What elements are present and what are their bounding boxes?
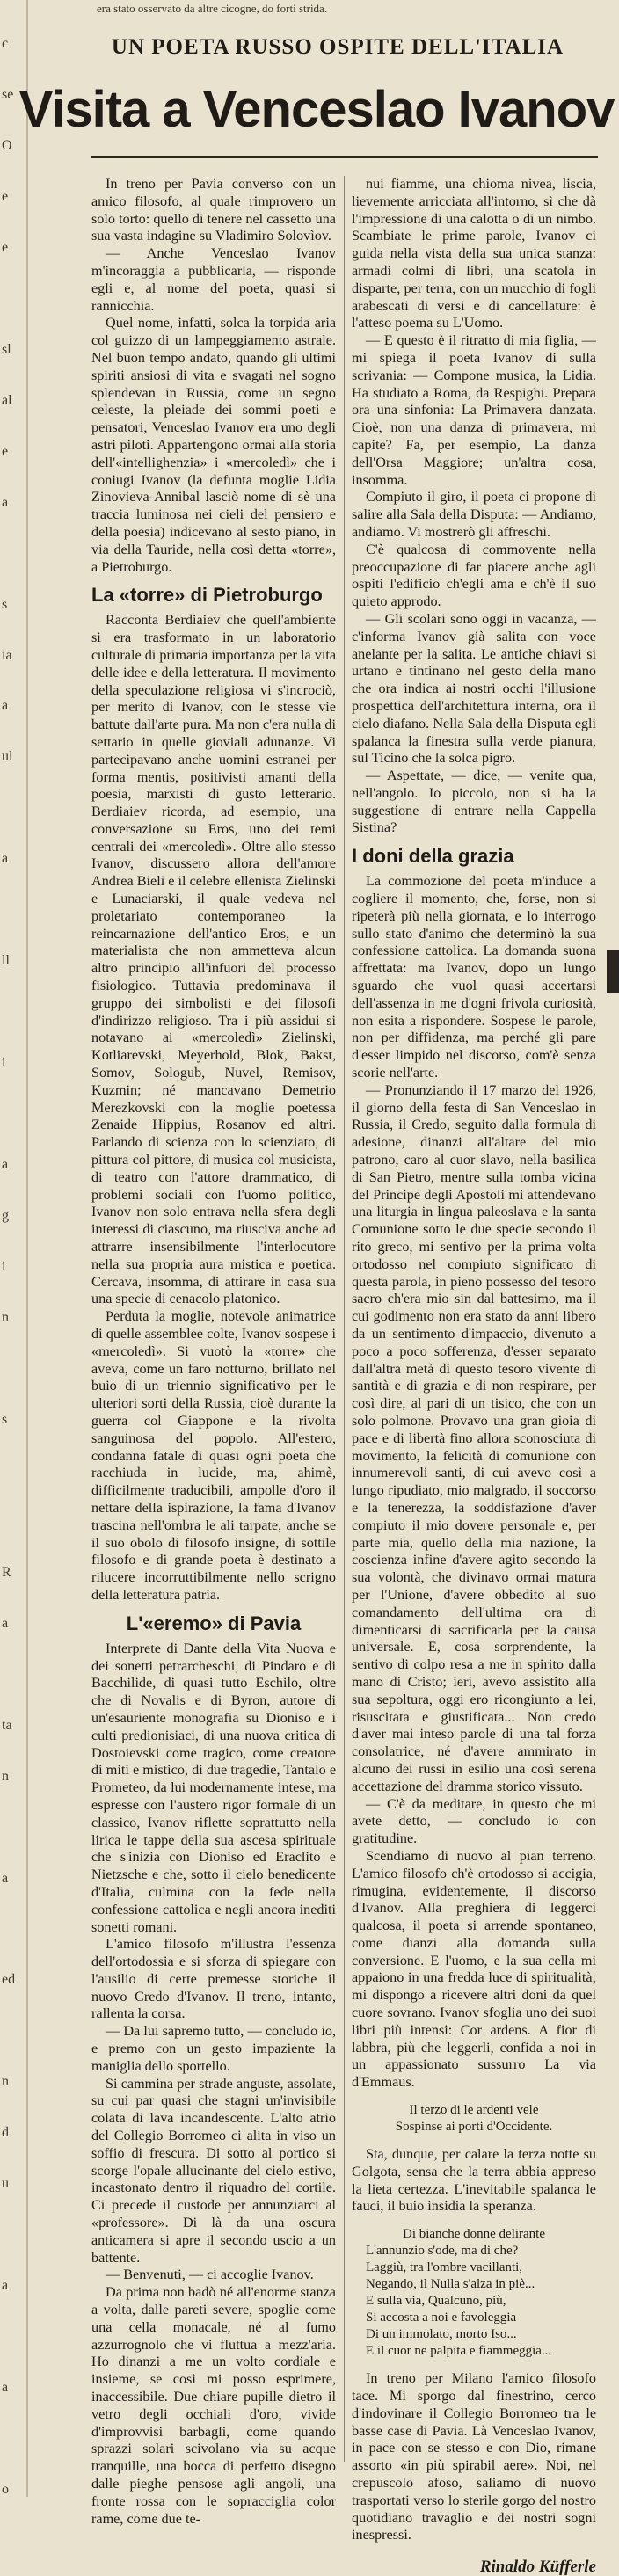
paragraph: — Da lui sapremo tutto, — concludo io, e premo con un gesto impaziente la maniglia dello sportello.: [91, 2023, 336, 2074]
fragment-letters: a: [2, 2278, 9, 2293]
paragraph: Sta, dunque, per calare la terza notte su Golgota, sensa che la terra abbia appreso la lieta certezza. L'inevitabile spalanca le fauci, il buio insidia la speranza.: [352, 2146, 596, 2215]
fragment-letters: n: [2, 2074, 9, 2089]
section-heading-grazia: I doni della grazia: [352, 845, 514, 868]
poem-line: Negando, il Nulla s'alza in piè...: [366, 2277, 535, 2292]
fragment-letters: a: [2, 698, 9, 713]
fragment-letters: d: [2, 2125, 9, 2140]
fragment-letters: g: [2, 1208, 9, 1223]
fragment-letters: ed: [2, 1972, 16, 1987]
fragment-letters: e: [2, 189, 9, 204]
paragraph: L'amico filosofo m'illustra l'essenza dell'ortodossia e si sforza di spiegare con l'ausilio di certe premesse storiche il nuovo Credo d'Ivanov. Il treno, intanto, rallenta la corsa.: [91, 1936, 336, 2022]
paragraph: — Pronunziando il 17 marzo del 1926, il giorno della festa di San Venceslao in Russia, il Credo, seguito dalla formula di adesione, dinanzi all'altare del mio patrono, caro al cuor slavo, nella basilica di San Pietro, mentre sulla tomba vicina del Principe degli Apostoli mi attendevano una liturgia in lingua paleoslava e la santa Comunione sotto le due specie secondo il rito greco, mi sentivo per la prima volta ortodosso nel compiuto significato di questa parola, in pieno possesso del tesoro sacro ch'era mio sin dal battesimo, ma il cui godimento non era stato da anni libero da un sentimento d'impaccio, divenuto a poco a poco sofferenza, d'esser separato dall'altra metà di questo tesoro vivente di santità e di grazia e di non respirare, per così dire, al pari di un tisico, che con un solo polmone. Provavo una gran gioia di pace e di libertà fino allora sconosciuta di movimento, la felicità di comunione con innumerevoli santi, di cui avevo così a lungo ripudiato, mio malgrado, il soccorso e la tenerezza, la soddisfazione d'aver compiuto il mio dovere personale e, per parte mia, quello della mia nazione, la coscienza infine d'avere agito secondo la sua volontà, che divinavo ormai matura per l'Unione, d'avere obbedito al suo comandamento dell'ultima ora di dimenticarsi di sacrificarla per la causa universale. E, cosa sorprendente, la sentivo di colpo resa a me in spirito dalla mano di Cristo; ieri, avevo assistito alla sua sepoltura, oggi ero ricongiunto a lei, risuscitata e giustificata... Non credo d'aver mai inteso parole di una tal forza consolatrice, né d'avere ammirato in alcuno dei russi in esilio una così serena accettazione del dramma storico vissuto.: [352, 1081, 596, 1794]
poem-line: Il terzo di le ardenti vele: [409, 2103, 539, 2118]
column-rule: [344, 176, 345, 2462]
fragment-letters: ia: [2, 648, 12, 663]
paragraph: Racconta Berdiaiev che quell'ambiente si era trasformato in un laboratorio culturale di primaria importanza per la vita delle idee e della letteratura. Il movimento della speculazione religiosa vi s'incrociò, per merito di Ivanov, con le stesse vie battute dall'arte pura. Ma non c'era nulla di settario in quelle gioviali adunanze. Vi partecipavano anche uomini estranei per forma mentis, positivisti amanti della poesia, marxisti di gusto letterario. Berdiaiev ricorda, ad esempio, una conversazione su Eros, uno dei temi centrali dei «mercoledì». Oltre allo stesso Ivanov, discussero allora dell'amore Andrea Bieli e il celebre ellenista Zielinski e Lunaciarski, il quale vedeva nel proletariato contemporaneo la reincarnazione dell'antico Eros, e un materialista che non ammetteva alcun altro principio all'infuori del processo fisiologico. Tuttavia predominava il gruppo dei simbolisti e dei filosofi d'indirizzo religioso. Tra i più assidui si notavano ai «mercoledì» Zielinski, Kotliarevski, Meyerhold, Blok, Bakst, Somov, Sologub, Nuvel, Remisov, Kuzmin; né mancavano Demetrio Merezkovski con la moglie poetessa Zenaide Hippius, Rosanov ed altri. Parlando di scienza con lo scienziato, di pittura col pittore, di musica col musicista, di teatro con l'attore drammatico, di problemi sociali con l'uomo politico, Ivanov non solo entrava nella sfera degli interessi di ciascuno, ma riusciva anche ad attrarre insensibilmente l'interlocutore nella sua propria aura mistica e poetica. Cercava, insomma, di attirare in casa sua una specie di cenacolo platonico.: [91, 612, 336, 1307]
adjacent-column-fragment: [0, 0, 25, 2497]
section-heading-eremo: L'«eremo» di Pavia: [126, 1612, 302, 1634]
fragment-letters: o: [2, 2482, 9, 2497]
paragraph: — Anche Venceslao Ivanov m'incoraggia a pubblicarla, — risponde egli e, al nome del poeta, quasi si rannicchia.: [91, 245, 336, 314]
poem-line: L'annunzio s'ode, ma di che?: [366, 2244, 519, 2259]
article-column-left: [91, 176, 336, 2528]
fragment-letters: c: [2, 36, 9, 51]
paragraph: Compiuto il giro, il poeta ci propone di salire alla Sala della Disputa: — Andiamo, andiamo. Vi mostrerò gli affreschi.: [352, 489, 596, 540]
page-margin-edge: [26, 0, 28, 2497]
paragraph: Perduta la moglie, notevole animatrice di quelle assemblee colte, Ivanov sospese i «mercoledì». Si vuotò la «torre» che aveva, come un faro notturno, brillato nel buio di un triennio significativo per le ulteriori sorti della Russia, cioè durante la guerra col Giappone e la rivolta sanguinosa del popolo. All'estero, condanna fatale di quasi ogni poeta che racchiuda in lucide, ma, ahimè, difficilmente traducibili, ampolle d'oro il nettare della ispirazione, la fama d'Ivanov trascina nell'ombra le ali tarpate, anche se il suo obolo di filosofo insigne, di sottile filosofo e di grande poeta è destinato a rilucere incorruttibilmente nello scrigno della letteratura patria.: [91, 1308, 336, 1603]
paragraph: nui fiamme, una chioma nivea, liscia, lievemente arricciata all'intorno, sì che dà l'impressione di una calotta o di un nimbo. Scambiate le prime parole, Ivanov ci guida nella vista della sua unica stanza: armadi colmi di libri, una scatola in disparte, per terra, con un mucchio di fogli arabescati di versi e di cancellature: è l'atteso poema su L'Uomo.: [352, 176, 596, 331]
fragment-letters: a: [2, 851, 9, 866]
fragment-letters: a: [2, 2380, 9, 2395]
poem-quote-1: [352, 2102, 596, 2136]
fragment-letters: a: [2, 1157, 9, 1172]
fragment-letters: O: [2, 138, 12, 153]
poem-line: Sospinse ai porti d'Occidente.: [395, 2120, 553, 2135]
paragraph: — Gli scolari sono oggi in vacanza, — c'informa Ivanov già salita con voce anelante per la salita. Le antiche chiavi si urtano e tintinano nel gesto della mano che ora indica ai nostri occhi l'illusione prospettica dell'architettura interna, ora il cielo diafano. Nella Sala della Disputa egli spalanca la finestra sulla verde pianura, sul Ticino che la solca pigro.: [352, 610, 596, 767]
paragraph: In treno per Milano l'amico filosofo tace. Mi sporgo dal finestrino, cerco d'indovinare il Collegio Borromeo tra le basse case di Pavia. Là Venceslao Ivanov, in pace con se stesso e con Dio, rimane assorto «in più spirabil aere». Noi, nel crepuscolo afoso, saliamo di nuovo trasportati verso lo sterile gorgo del nostro quotidiano travaglio e dei nostri sogni inespressi.: [352, 2370, 596, 2543]
paragraph: Scendiamo di nuovo al pian terreno. L'amico filosofo ch'è ortodosso si accigia, rimugina, evidentemente, il discorso d'Ivanov. Alla preghiera di leggerci qualcosa, il poeta si arrende spontaneo, come dianzi alla domanda sulla conversione. E l'uomo, e la sua cella mi appaiono in una fredda luce di spiritualità; mi dispongo a ricevere altri doni da quel cuore sovrano. Ivanov sfoglia uno dei suoi libri più intensi: Cor ardens. A fior di labbra, più che leggerli, confida a noi in un appassionato sussurro La via d'Emmaus.: [352, 1847, 596, 2091]
fragment-letters: a: [2, 1871, 9, 1886]
article-title: Visita a Venceslao Ivanov: [18, 81, 615, 138]
article-column-right: [352, 176, 596, 2576]
fragment-letters: a: [2, 1616, 9, 1631]
title-rule: [91, 156, 598, 158]
kicker-headline: UN POETA RUSSO OSPITE DELL'ITALIA: [111, 35, 564, 59]
section-heading-torre: La «torre» di Pietroburgo: [91, 584, 323, 607]
fragment-letters: ul: [2, 749, 13, 764]
paragraph: — Benvenuti, — ci accoglie Ivanov.: [106, 2267, 314, 2283]
author-signature: Rinaldo Küfferle: [479, 2558, 596, 2576]
fragment-letters: n: [2, 1769, 9, 1784]
adjacent-column-edge: [607, 950, 619, 993]
poem-line: Laggiù, tra l'ombre vacillanti,: [366, 2260, 523, 2275]
fragment-letters: u: [2, 2176, 9, 2191]
fragment-letters: ll: [2, 953, 10, 968]
paragraph: C'è qualcosa di commovente nella preoccupazione di far piacere anche agli ospiti l'edificio ch'egli ama e ch'è il suo quieto approdo.: [352, 541, 596, 610]
fragment-letters: s: [2, 597, 8, 612]
paragraph: La commozione del poeta m'induce a cogliere il momento, che, forse, non si ripeterà più nella giornata, e lo interrogo sullo stato d'animo che determinò la sua confessione cattolica. La domanda suona affrettata: ma Ivanov, dopo un lungo sguardo che vuol quasi accertarsi dell'assenza in me d'ogni frivola curiosità, non esita a rispondere. Sospese le parole, non per diffidenza, ma perché gli pare d'esser limpido nel discorso, com'è senza scorie nell'arte.: [352, 873, 596, 1081]
fragment-letters: i: [2, 1259, 6, 1274]
fragment-letters: e: [2, 444, 9, 459]
paragraph: Quel nome, infatti, solca la torpida aria col guizzo di un lampeggiamento astrale. Nel buon tempo andato, quando gli ultimi spiriti ansiosi di vita e svagati nel sogno splendevan in Russia, come un segno celeste, la pleiade dei sommi poeti e pensatori, Venceslao Ivanov era uno degli astri piloti. Appartengono ormai alla storia dell'«intellighenzia» i «mercoledì» che i coniugi Ivanov (la defunta moglie Lidia Zinovieva-Annibal lasciò nome di sè una traccia luminosa nei cieli del pensiero e della poesia) indicevano al sesto piano, in via della Tauride, nella così detta «torre», a Pietroburgo.: [91, 315, 336, 575]
paragraph: — Aspettate, — dice, — venite qua, nell'angolo. Io piccolo, non si ha la suggestione di entrare nella Cappella Sistina?: [352, 768, 596, 836]
fragment-letters: i: [2, 1055, 6, 1070]
fragment-letters: s: [2, 1412, 8, 1427]
paragraph: Da prima non badò né all'enorme stanza a volta, dalle pareti severe, spoglie come una cella monacale, né al fumo azzurrognolo che vi fluttua a mezz'aria. Ho dinanzi a me un volto cordiale e insieme, se così mi posso esprimere, inaccessibile. Due chiare pupille dietro il vetro degli occhiali d'oro, vivide d'improvvisi barbagli, come quando sprazzi solari scivolano via su acque tranquille, una bocca di perfetto disegno dalle pieghe pensose agli angoli, una fronte rossa con le sopracciglia color rame, come due te-: [91, 2284, 336, 2527]
fragment-letters: se: [2, 87, 14, 102]
paragraph: — E questo è il ritratto di mia figlia, — mi spiega il poeta Ivanov di sulla scrivania: — Compone musica, la Lidia. Ha studiato a Roma, da Respighi. Prepara ora una sinfonia: La Primavera danzata. Cioè, non una danza di primavera, mi capite? Fa, per esempio, La danza dell'Orsa Maggiore; un'altra cosa, insomma.: [352, 332, 596, 488]
poem-line: Di bianche donne delirante: [402, 2227, 546, 2242]
fragment-letters: R: [2, 1565, 11, 1580]
poem-line: E sulla via, Qualcuno, più,: [366, 2294, 506, 2309]
poem-quote-2: [352, 2226, 596, 2360]
fragment-letters: al: [2, 393, 12, 408]
poem-line: E il cuor ne palpita e fiammeggia...: [366, 2344, 552, 2359]
paragraph: In treno per Pavia converso con un amico filosofo, al quale rimprovero un solo torto: quello di tenere nel cassetto una sua vasta indagine su Vladimiro Solovìov.: [91, 176, 336, 244]
poem-line: Si accosta a noi e favoleggia: [366, 2310, 517, 2325]
fragment-letters: e: [2, 240, 9, 255]
fragment-letters: n: [2, 1310, 9, 1325]
paragraph: Interprete di Dante della Vita Nuova e dei sonetti petrarcheschi, di Pindaro e di Bacchilide, di quasi tutto Eschilo, oltre che di Novalis e di Byron, autore di un'esauriente monografia su Dioniso e i culti predionisiaci, di una nuova critica di Dostoievski come tragico, come creatore di miti e mistico, di due tragedie, Tantalo e Prometeo, da lui modernamente intese, ma espresse con l'austero rigor formale di un classico, Ivanov riflette soprattutto nella lirica le tappe della sua ascesa spirituale che s'inizia con Dioniso ed Eraclito e Nietzsche e che, sotto il cielo benedicente d'Italia, culmina con la fede nella confessione cattolica e negli ancora inediti sonetti romani.: [91, 1640, 336, 1935]
fragment-letters: a: [2, 495, 9, 510]
fragment-letters: sl: [2, 342, 11, 357]
fragment-letters: ta: [2, 1718, 12, 1733]
previous-article-fragment: era stato osservato da altre cicogne, do forti strida.: [97, 2, 328, 15]
paragraph: Si cammina per strade anguste, assolate, su cui par quasi che stagni un'invisibile colata di lava incandescente. L'alto atrio del Collegio Borromeo ci alita in viso un soffio di frescura. Di sotto al portico si scorge l'opale allucinante del cielo estivo, incastonato dentro il riquadro del cortile. Ci precede il custode per annunziarci al «professore». Di là da una oscura anticamera si apre il secondo uscio a un battente.: [91, 2075, 336, 2266]
poem-line: Di un immolato, morto Iso...: [366, 2327, 517, 2342]
paragraph: — C'è da meditare, in questo che mi avete detto, — concludo io con gratitudine.: [352, 1795, 596, 1847]
